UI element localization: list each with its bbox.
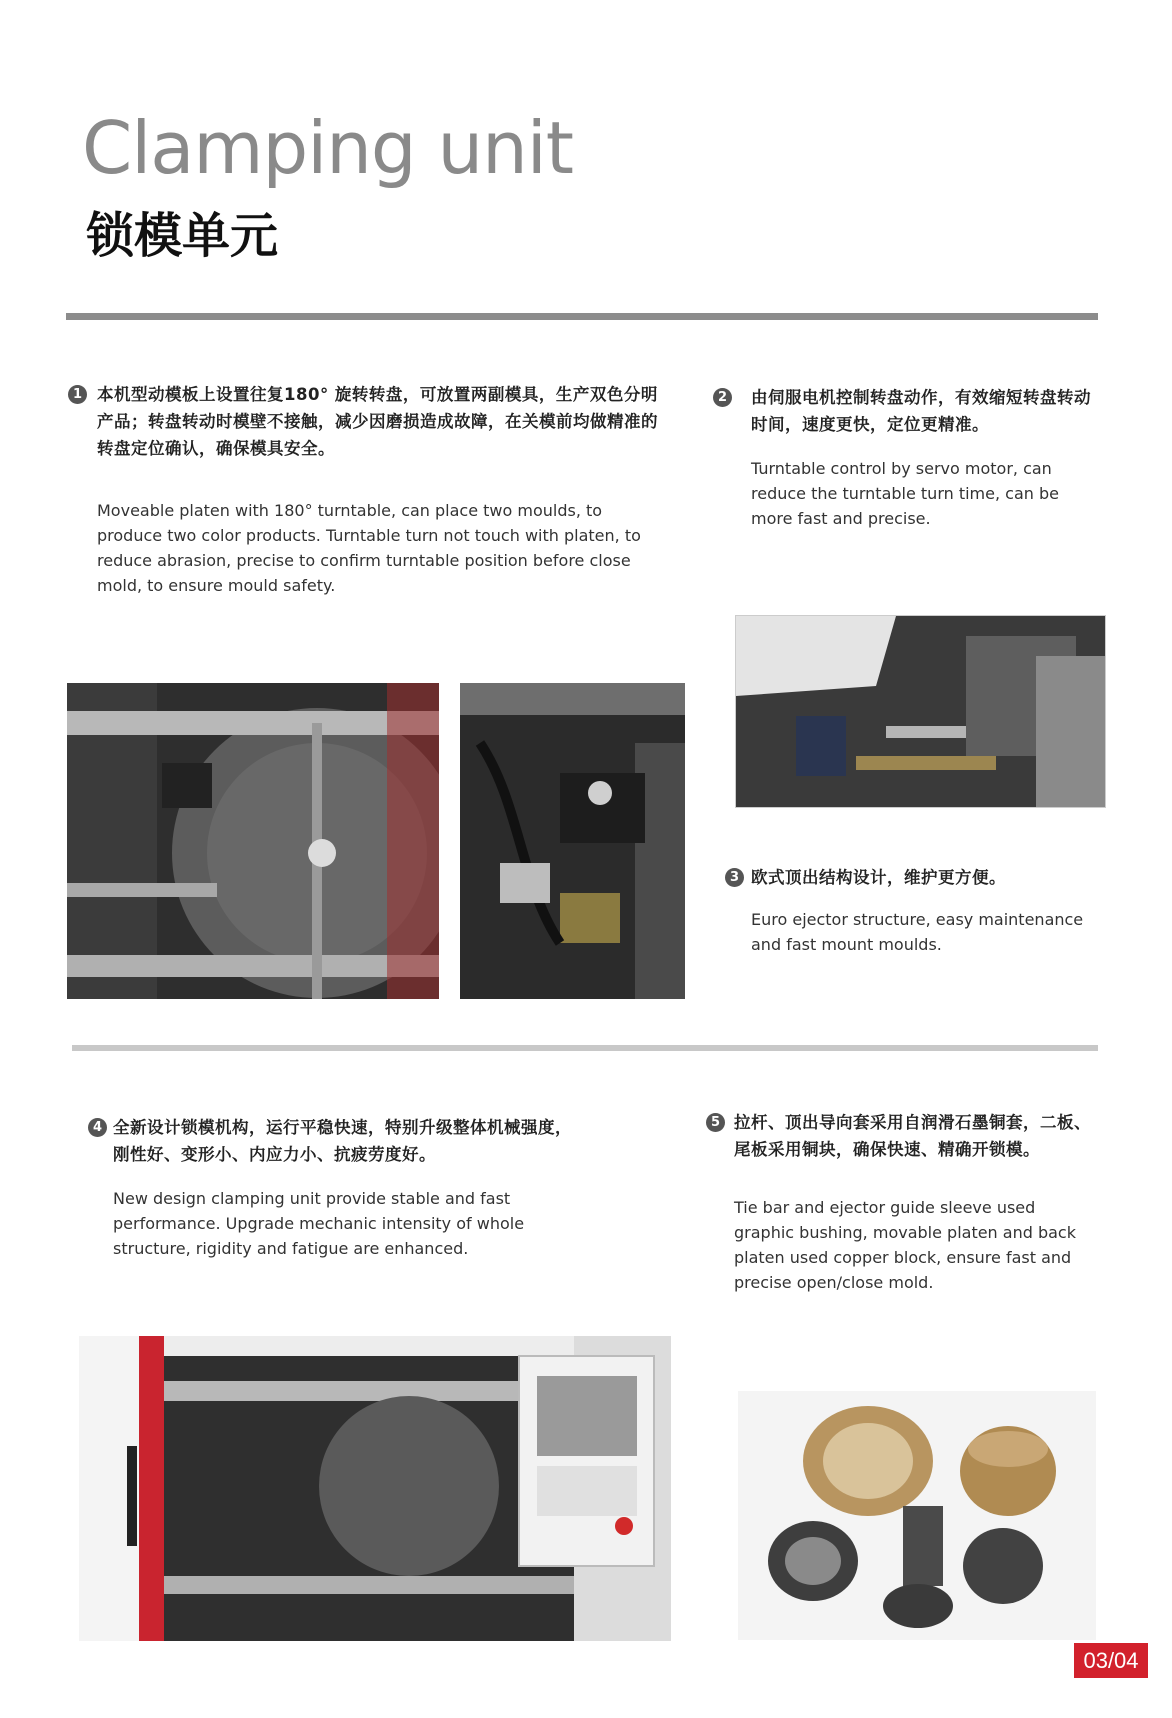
- section-en-text: Tie bar and ejector guide sleeve used graphic bushing, movable platen and back platen used copper block, ensure fast and precise open/close mold.: [734, 1198, 1076, 1292]
- section-en-text: New design clamping unit provide stable and fast performance. Upgrade mechanic intensity of whole structure, rigidity and fatigue are enhanced.: [113, 1189, 525, 1258]
- graphite-bushings-photo: [738, 1391, 1096, 1640]
- servo-turntable-photo: [735, 615, 1106, 808]
- clamping-unit-photo: [79, 1336, 671, 1641]
- section-number-badge: 5: [706, 1113, 725, 1132]
- section-number-badge: 2: [713, 388, 732, 407]
- section-en-text: Euro ejector structure, easy maintenance and fast mount moulds.: [751, 910, 1084, 954]
- top-divider: [66, 313, 1098, 320]
- section-cn-text: 欧式顶出结构设计，维护更方便。: [751, 868, 1006, 887]
- section-en-text: Turntable control by servo motor, can reduce the turntable turn time, can be more fast and precise.: [751, 459, 1059, 528]
- page-title-en: Clamping unit: [82, 106, 573, 190]
- section-2: [713, 384, 1103, 531]
- section-3: [725, 864, 1105, 957]
- turntable-platen-photo: [67, 683, 439, 999]
- page-title-cn: 锁模单元: [86, 208, 279, 264]
- section-cn-text: 由伺服电机控制转盘动作，有效缩短转盘转动时间，速度更快，定位更精准。: [751, 388, 1091, 434]
- section-number-badge: 4: [88, 1118, 107, 1137]
- section-number-badge: 3: [725, 868, 744, 887]
- section-cn-text: 本机型动模板上设置往复180° 旋转转盘，可放置两副模具，生产双色分明产品；转盘转动时模壁不接触，减少因磨损造成故障，在关模前均做精准的转盘定位确认，确保模具安全。: [97, 385, 658, 458]
- section-cn-text: 全新设计锁模机构，运行平稳快速，特别升级整体机械强度，刚性好、变形小、内应力小、抗疲劳度好。: [113, 1118, 572, 1164]
- section-number-badge: 1: [68, 385, 87, 404]
- section-5: [706, 1109, 1101, 1295]
- section-4: [88, 1114, 578, 1261]
- page-number-badge: 03/04: [1074, 1643, 1148, 1678]
- middle-divider: [72, 1045, 1098, 1051]
- section-1: [68, 381, 668, 598]
- section-cn-text: 拉杆、顶出导向套采用自润滑石墨铜套，二板、尾板采用铜块，确保快速、精确开锁模。: [734, 1113, 1091, 1159]
- section-en-text: Moveable platen with 180° turntable, can place two moulds, to produce two color products. Turntable turn not touch with platen, to reduce abrasion, precise to confirm turntable position before close mold, to ensure mould safety.: [97, 501, 641, 595]
- platen-detail-photo: [460, 683, 685, 999]
